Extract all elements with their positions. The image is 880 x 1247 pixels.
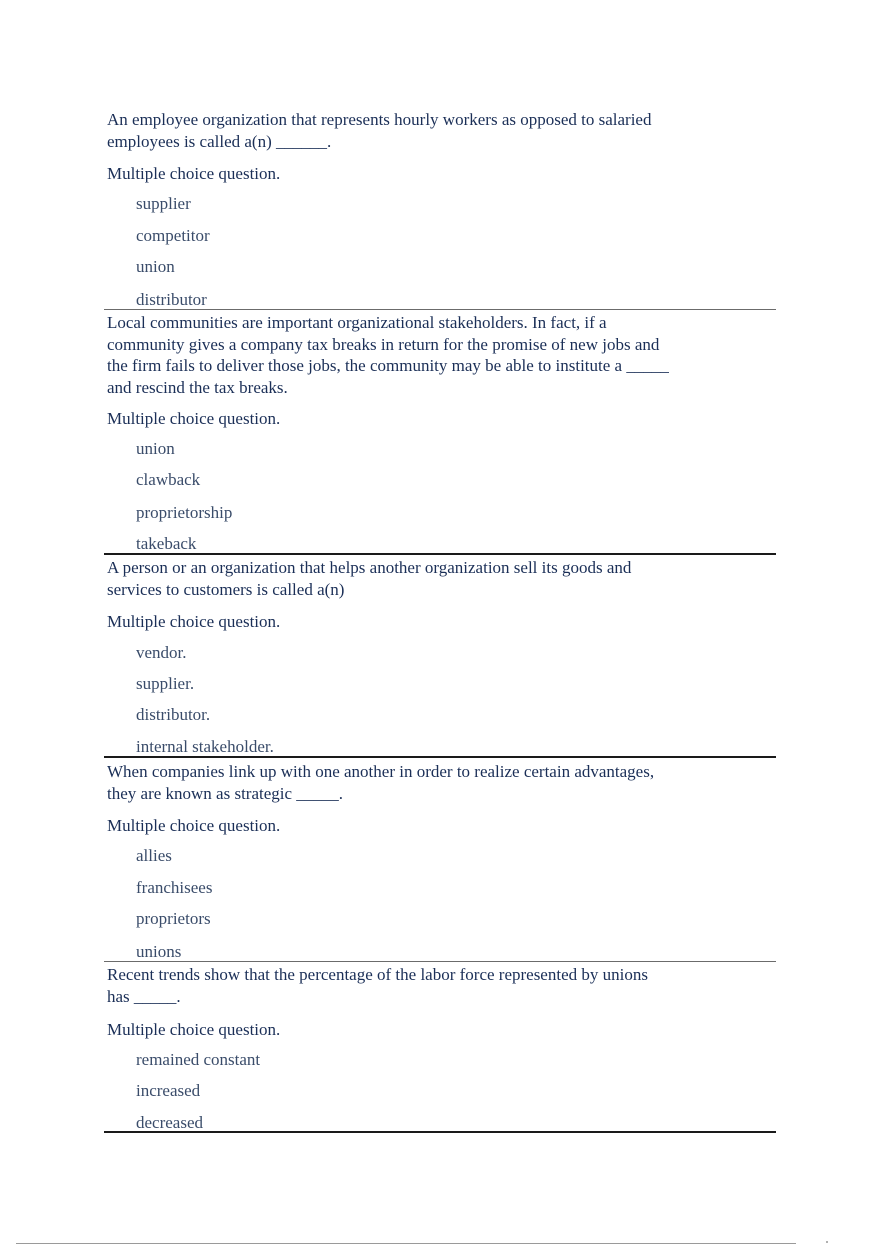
question-text <box>107 109 707 152</box>
question-text <box>107 312 707 398</box>
answer-option[interactable]: distributor. <box>136 705 211 724</box>
answer-option[interactable]: remained constant <box>136 1050 261 1069</box>
answer-option[interactable]: distributor <box>136 290 207 309</box>
answer-option[interactable]: unions <box>136 942 182 961</box>
answer-option[interactable]: takeback <box>136 534 197 553</box>
answer-option[interactable]: allies <box>136 846 172 865</box>
question-text-line: they are known as strategic _____. <box>107 783 344 803</box>
question-text-line: has _____. <box>107 986 181 1006</box>
question-divider <box>104 309 776 310</box>
question-divider <box>104 961 776 962</box>
answer-option[interactable]: proprietorship <box>136 503 233 522</box>
question-divider <box>104 756 776 758</box>
question-text <box>107 557 707 600</box>
question-text-line: employees is called a(n) ______. <box>107 131 332 151</box>
question-type-label: Multiple choice question. <box>107 409 281 428</box>
question-divider <box>104 1131 776 1133</box>
question-text <box>107 761 707 804</box>
answer-option[interactable]: proprietors <box>136 909 211 928</box>
question-divider <box>104 553 776 555</box>
page-footer-rule <box>16 1243 796 1244</box>
question-text-line: Local communities are important organizational stakeholders. In fact, if a <box>107 313 607 332</box>
question-text-line: Recent trends show that the percentage of the labor force represented by unions <box>107 965 648 984</box>
question-text <box>107 964 707 1007</box>
answer-option[interactable]: decreased <box>136 1113 204 1132</box>
answer-option[interactable]: internal stakeholder. <box>136 737 274 756</box>
question-text-line: A person or an organization that helps another organization sell its goods and <box>107 558 632 577</box>
question-text-line: and rescind the tax breaks. <box>107 377 288 397</box>
question-type-label: Multiple choice question. <box>107 816 281 835</box>
answer-option[interactable]: vendor. <box>136 643 187 662</box>
question-text-line: community gives a company tax breaks in return for the promise of new jobs and <box>107 334 660 354</box>
question-type-label: Multiple choice question. <box>107 612 281 631</box>
question-type-label: Multiple choice question. <box>107 164 281 183</box>
answer-option[interactable]: union <box>136 439 175 458</box>
answer-option[interactable]: union <box>136 257 175 276</box>
answer-option[interactable]: increased <box>136 1081 201 1100</box>
answer-option[interactable]: clawback <box>136 470 201 489</box>
question-type-label: Multiple choice question. <box>107 1020 281 1039</box>
answer-option[interactable]: competitor <box>136 226 210 245</box>
answer-option[interactable]: supplier. <box>136 674 195 693</box>
question-text-line: the firm fails to deliver those jobs, the community may be able to institute a _____ <box>107 356 669 375</box>
question-text-line: An employee organization that represents hourly workers as opposed to salaried <box>107 110 652 129</box>
answer-option[interactable]: supplier <box>136 194 191 213</box>
question-text-line: services to customers is called a(n) <box>107 579 345 599</box>
question-text-line: When companies link up with one another in order to realize certain advantages, <box>107 762 655 781</box>
page-footer-mark <box>826 1241 828 1243</box>
answer-option[interactable]: franchisees <box>136 878 213 897</box>
